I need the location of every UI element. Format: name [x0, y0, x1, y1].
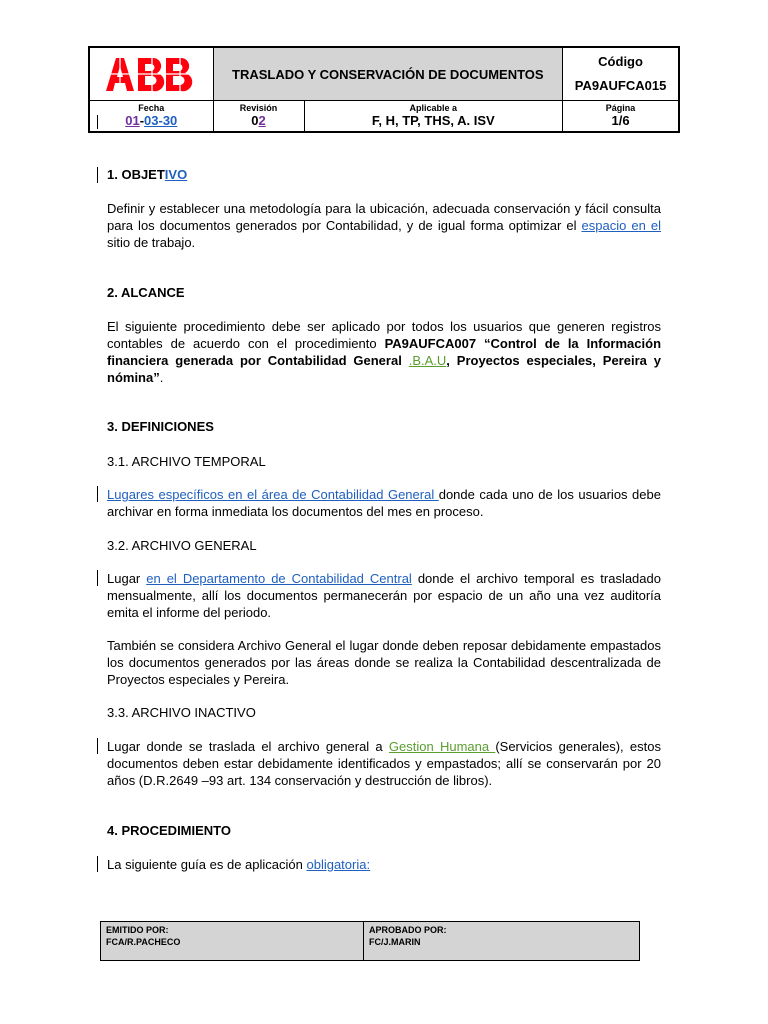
aplicable-cell — [304, 101, 562, 131]
abb-logo-icon — [104, 56, 200, 92]
change-bar — [97, 738, 98, 754]
section-2-paragraph: El siguiente procedimiento debe ser aplicado por todos los usuarios que generen registros contables de acuerdo con el procedimiento PA9AUFCA007 “Control de la Información financiera generada por Contabilidad General .B.A.U, Proyectos especiales, Pereira y nómina”. — [107, 319, 662, 385]
emitido-cell — [101, 922, 364, 961]
revision-cell — [214, 101, 305, 131]
aprobado-cell — [364, 922, 640, 961]
fecha-cell — [89, 101, 213, 133]
aplicable-label: Aplicable a — [409, 103, 458, 113]
change-bar — [97, 115, 98, 129]
revision-aplicable-cell — [213, 101, 563, 133]
section-3-2-paragraph: Lugar en el Departamento de Contabilidad Central donde el archivo temporal es trasladado mensualmente, allí los documentos permanecerán por espacio de un año una vez auditoría emita el informe del periodo. — [107, 571, 661, 620]
section-3-1-heading: 3.1. ARCHIVO TEMPORAL — [107, 454, 266, 469]
lugares-link[interactable]: Lugares específicos en el área de Contabilidad General — [107, 487, 439, 502]
document-footer — [100, 921, 640, 961]
section-1-paragraph: Definir y establecer una metodología para la ubicación, adecuada conservación y fácil consulta para los documentos generados por Contabilidad, y de igual forma optimizar el espacio en el sitio de trabajo. — [107, 201, 661, 250]
departamento-link[interactable]: en el Departamento de Contabilidad Central — [146, 571, 412, 586]
change-bar — [97, 167, 98, 183]
change-bar — [97, 856, 98, 872]
section-4-paragraph: La siguiente guía es de aplicación obligatoria: — [107, 857, 371, 872]
section-3-2-heading: 3.2. ARCHIVO GENERAL — [107, 538, 257, 553]
pagina-cell — [563, 101, 679, 133]
abb-logo — [89, 47, 213, 101]
revision-label: Revisión — [239, 103, 278, 113]
aprobado-value: FC/J.MARIN — [369, 937, 421, 947]
pagina-label: Página — [605, 103, 636, 113]
espacio-link[interactable]: espacio en el — [581, 218, 661, 233]
code-label: Código — [598, 54, 643, 69]
obligatoria-link[interactable]: obligatoria: — [306, 857, 371, 872]
section-1-heading: 1. OBJETIVO — [107, 167, 188, 182]
section-3-3-heading: 3.3. ARCHIVO INACTIVO — [107, 705, 256, 720]
bau-link[interactable]: .B.A.U — [408, 353, 447, 368]
aprobado-label: APROBADO POR: — [369, 925, 447, 935]
change-bar — [97, 570, 98, 586]
gestion-humana-link[interactable]: Gestion Humana — [388, 739, 496, 754]
section-3-heading: 3. DEFINICIONES — [107, 419, 214, 434]
aplicable-value: F, H, TP, THS, A. ISV — [371, 113, 495, 128]
section-2-heading: 2. ALCANCE — [107, 285, 185, 300]
emitido-label: EMITIDO POR: — [106, 925, 169, 935]
section-3-1-paragraph: Lugares específicos en el área de Contabilidad General donde cada uno de los usuarios debe archivar en forma inmediata los documentos del mes en proceso. — [107, 487, 661, 519]
emitido-value: FCA/R.PACHECO — [106, 937, 181, 947]
fecha-value: 01-03-30 — [125, 113, 178, 128]
section-4-heading: 4. PROCEDIMIENTO — [107, 823, 232, 838]
section-3-2-paragraph-2: También se considera Archivo General el lugar donde deben reposar debidamente empastados los documentos generados por las áreas donde se realiza la Contabilidad descentralizada de Proyectos especiales y Pereira. — [107, 638, 661, 687]
document-header — [88, 46, 680, 133]
change-bar — [97, 486, 98, 502]
pagina-value: 1/6 — [611, 113, 630, 128]
code-value: PA9AUFCA015 — [574, 78, 667, 93]
section-3-3-paragraph: Lugar donde se traslada el archivo general a Gestion Humana (Servicios generales), estos documentos deben estar debidamente identificados y empastados; allí se conservarán por 20 años (D.R.2649 –93 art. 134 conservación y destrucción de libros). — [107, 739, 661, 788]
document-title: TRASLADO Y CONSERVACIÓN DE DOCUMENTOS — [213, 47, 563, 101]
fecha-label: Fecha — [138, 103, 165, 113]
revision-value: 02 — [251, 113, 266, 128]
document-code — [563, 47, 679, 101]
